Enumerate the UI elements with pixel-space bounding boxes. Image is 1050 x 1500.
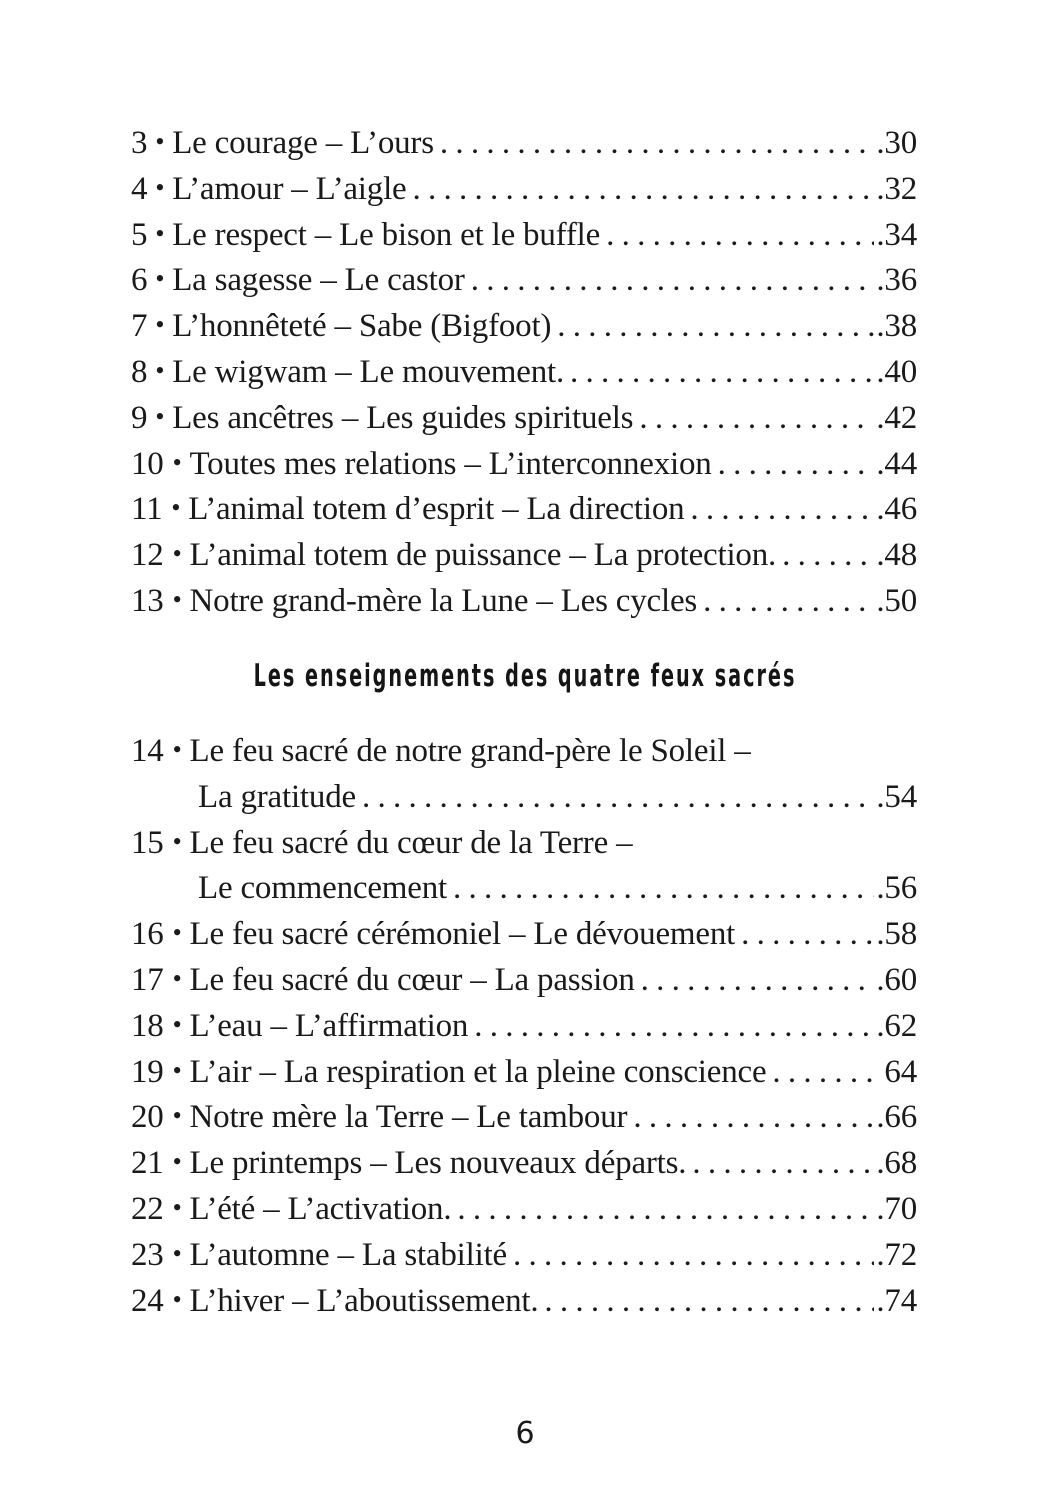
page-reference: .54 [876, 778, 917, 815]
bullet-icon: • [172, 1055, 182, 1085]
page-reference: .34 [876, 216, 917, 253]
bullet-icon: • [172, 584, 182, 614]
dot-leader [453, 866, 874, 912]
dot-leader [570, 350, 874, 396]
chapter-title: Notre mère la Terre – Le tambour [189, 1099, 628, 1136]
chapter-title: Le respect – Le bison et le buffle [172, 216, 601, 253]
toc-entry-continuation [131, 866, 917, 912]
dot-leader [362, 775, 874, 821]
toc-entry [131, 1279, 917, 1325]
chapter-title: Le feu sacré du cœur de la Terre – [189, 824, 633, 861]
toc-entry [131, 1095, 917, 1141]
toc-entry [131, 304, 917, 350]
chapter-title: L’hiver – L’aboutissement. [189, 1282, 539, 1319]
chapter-title: L’amour – L’aigle [172, 170, 407, 207]
chapter-title: L’animal totem de puissance – La protection. [189, 537, 777, 574]
chapter-title: La sagesse – Le castor [172, 262, 465, 299]
dot-leader [692, 1141, 874, 1187]
page-reference: .30 [876, 125, 917, 161]
chapter-title: L’été – L’activation. [189, 1190, 452, 1227]
toc-entry [131, 396, 917, 442]
bullet-icon: • [172, 1147, 182, 1177]
chapter-number: 16 [131, 916, 164, 953]
toc-entry [131, 729, 917, 775]
bullet-icon: • [172, 539, 182, 569]
page-reference: .74 [876, 1282, 917, 1319]
chapter-number: 3 [131, 125, 148, 161]
chapter-number: 14 [131, 733, 164, 769]
toc-entry [131, 958, 917, 1004]
bullet-icon: • [155, 355, 165, 385]
chapter-title: L’automne – La stabilité [189, 1236, 507, 1273]
dot-leader [557, 304, 874, 350]
chapter-title: Toutes mes relations – L’interconnexion [189, 445, 712, 482]
bullet-icon: • [172, 1238, 182, 1268]
bullet-icon: • [172, 1192, 182, 1222]
page-reference: .36 [876, 262, 917, 299]
page-reference: .42 [876, 399, 917, 436]
chapter-number: 4 [131, 170, 148, 207]
toc-entry [131, 350, 917, 396]
dot-leader [690, 487, 874, 533]
chapter-number: 22 [131, 1190, 164, 1227]
page-reference: .40 [876, 353, 917, 390]
toc-entry [131, 121, 917, 167]
page-reference: .48 [876, 537, 917, 574]
page-reference: .62 [876, 1007, 917, 1044]
toc-entry [131, 487, 917, 533]
bullet-icon: • [172, 826, 182, 856]
dot-leader [782, 533, 874, 579]
toc-entry [131, 213, 917, 259]
toc-entry [131, 821, 917, 867]
chapter-title: Le printemps – Les nouveaux départs. [189, 1145, 687, 1182]
dot-leader [703, 579, 874, 625]
dot-leader [639, 396, 874, 442]
chapter-number: 20 [131, 1099, 164, 1136]
bullet-icon: • [171, 493, 181, 523]
chapter-number: 21 [131, 1145, 164, 1182]
toc-entry [131, 1233, 917, 1279]
bullet-icon: • [155, 401, 165, 431]
chapter-title-continuation: Le commencement [198, 870, 447, 907]
dot-leader [513, 1233, 874, 1279]
chapter-number: 5 [131, 216, 148, 253]
toc-entry [131, 533, 917, 579]
page-reference: .38 [876, 308, 917, 345]
chapter-number: 23 [131, 1236, 164, 1273]
page-reference: .50 [876, 582, 917, 619]
chapter-number: 6 [131, 262, 148, 299]
dot-leader [474, 1004, 874, 1050]
dot-leader [413, 167, 875, 213]
bullet-icon: • [155, 172, 165, 202]
page-reference: .60 [876, 961, 917, 998]
chapter-number: 10 [131, 445, 164, 482]
page-reference: .66 [876, 1099, 917, 1136]
chapter-number: 15 [131, 824, 164, 861]
bullet-icon: • [172, 1009, 182, 1039]
chapter-title: Le feu sacré de notre grand-père le Soleil – [189, 733, 751, 769]
chapter-title: L’animal totem d’esprit – La direction [188, 491, 685, 528]
page-number: 6 [515, 1416, 535, 1451]
toc-entry [131, 579, 917, 625]
bullet-icon: • [172, 447, 182, 477]
dot-leader [741, 912, 874, 958]
chapter-title: Le feu sacré du cœur – La passion [189, 961, 635, 998]
chapter-title: Le courage – L’ours [172, 125, 434, 161]
toc-entry [131, 1141, 917, 1187]
chapter-number: 11 [131, 491, 163, 528]
page-reference: .32 [876, 170, 917, 207]
chapter-title: Notre grand-mère la Lune – Les cycles [189, 582, 698, 619]
chapter-title: L’eau – L’affirmation [189, 1007, 469, 1044]
section-heading: Les enseignements des quatre feux sacrés [253, 658, 797, 694]
dot-leader [772, 1050, 882, 1096]
dot-leader [471, 258, 875, 304]
dot-leader [606, 213, 874, 259]
table-of-contents-part-2 [131, 729, 917, 1324]
toc-entry-continuation [131, 775, 917, 821]
dot-leader [633, 1095, 874, 1141]
toc-entry [131, 167, 917, 213]
page-reference: 64 [884, 1053, 917, 1090]
page-reference: .70 [876, 1190, 917, 1227]
chapter-number: 8 [131, 353, 148, 390]
dot-leader [457, 1187, 874, 1233]
page-reference: .44 [876, 445, 917, 482]
chapter-number: 13 [131, 582, 164, 619]
chapter-title: L’air – La respiration et la pleine conscience [189, 1053, 767, 1090]
table-of-contents-part-1 [131, 121, 917, 625]
bullet-icon: • [155, 127, 165, 156]
chapter-number: 18 [131, 1007, 164, 1044]
bullet-icon: • [172, 735, 182, 764]
dot-leader [718, 442, 875, 488]
chapter-number: 9 [131, 399, 148, 436]
page-reference: .56 [876, 870, 917, 907]
dot-leader [440, 121, 874, 167]
chapter-title: Le wigwam – Le mouvement. [172, 353, 565, 390]
chapter-title: L’honnêteté – Sabe (Bigfoot) [172, 308, 552, 345]
toc-entry [131, 1187, 917, 1233]
toc-entry [131, 1050, 917, 1096]
bullet-icon: • [155, 310, 165, 340]
page-reference: .68 [876, 1145, 917, 1182]
dot-leader [544, 1279, 874, 1325]
page-reference: .58 [876, 916, 917, 953]
toc-entry [131, 442, 917, 488]
chapter-number: 7 [131, 308, 148, 345]
toc-entry [131, 258, 917, 304]
toc-entry [131, 912, 917, 958]
chapter-number: 17 [131, 961, 164, 998]
chapter-number: 24 [131, 1282, 164, 1319]
chapter-title-continuation: La gratitude [198, 778, 356, 815]
page-reference: .46 [876, 491, 917, 528]
bullet-icon: • [172, 1284, 182, 1314]
bullet-icon: • [155, 218, 165, 248]
bullet-icon: • [172, 1101, 182, 1131]
page-reference: .72 [876, 1236, 917, 1273]
dot-leader [641, 958, 875, 1004]
chapter-number: 19 [131, 1053, 164, 1090]
chapter-title: Les ancêtres – Les guides spirituels [172, 399, 634, 436]
bullet-icon: • [172, 918, 182, 948]
chapter-title: Le feu sacré cérémoniel – Le dévouement [189, 916, 736, 953]
bullet-icon: • [155, 264, 165, 294]
toc-entry [131, 1004, 917, 1050]
chapter-number: 12 [131, 537, 164, 574]
bullet-icon: • [172, 963, 182, 993]
